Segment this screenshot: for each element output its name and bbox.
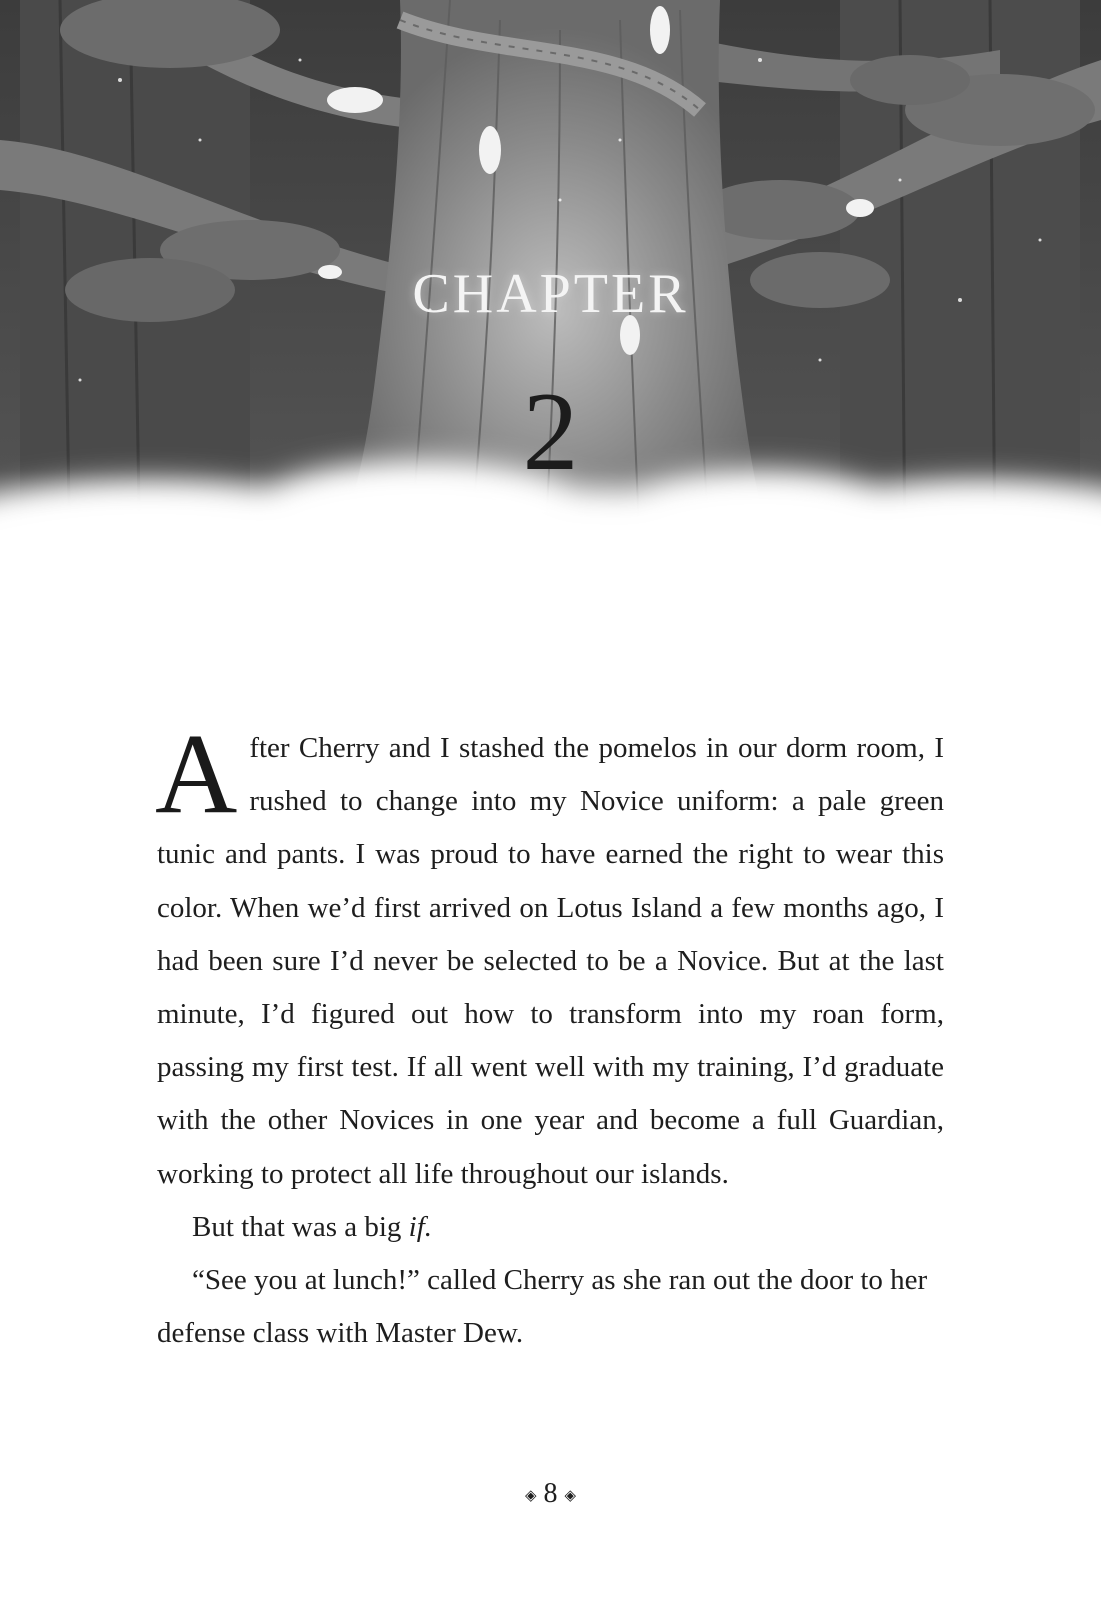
paragraph — [157, 1254, 944, 1360]
paragraph — [157, 1201, 944, 1254]
paragraph-text: “See you at lunch!” called Cherry as she ran out the door to her defense class with Master Dew. — [157, 1264, 928, 1350]
page-number: 8 — [543, 1478, 558, 1509]
opening-paragraph — [155, 710, 944, 1201]
paragraph-text: fter Cherry and I stashed the pomelos in our dorm room, I rushed to change into my Novice uniform: a pale green tunic and pants. I was proud to have earned the right to wear this color. When we’d first arrived on Lotus Island a few months ago, I had been sure I’d never be selected to be a Novice. But at the last minute, I’d figured out how to transform into my roan form, passing my first test. If all went well with my training, I’d graduate with the other Novices in one year and become a full Guardian, working to protect all life throughout our islands. — [157, 732, 944, 1190]
drop-cap: A — [155, 710, 238, 837]
chapter-label: CHAPTER — [412, 263, 689, 325]
chapter-body-text — [155, 710, 944, 1360]
ornament-left-icon: ◈ — [524, 1488, 537, 1505]
paragraph-text: But that was a big — [192, 1210, 409, 1243]
emphasis-text: if. — [408, 1210, 433, 1243]
chapter-number: 2 — [522, 370, 579, 494]
page-footer — [0, 1478, 1101, 1510]
ornament-right-icon: ◈ — [564, 1488, 577, 1505]
